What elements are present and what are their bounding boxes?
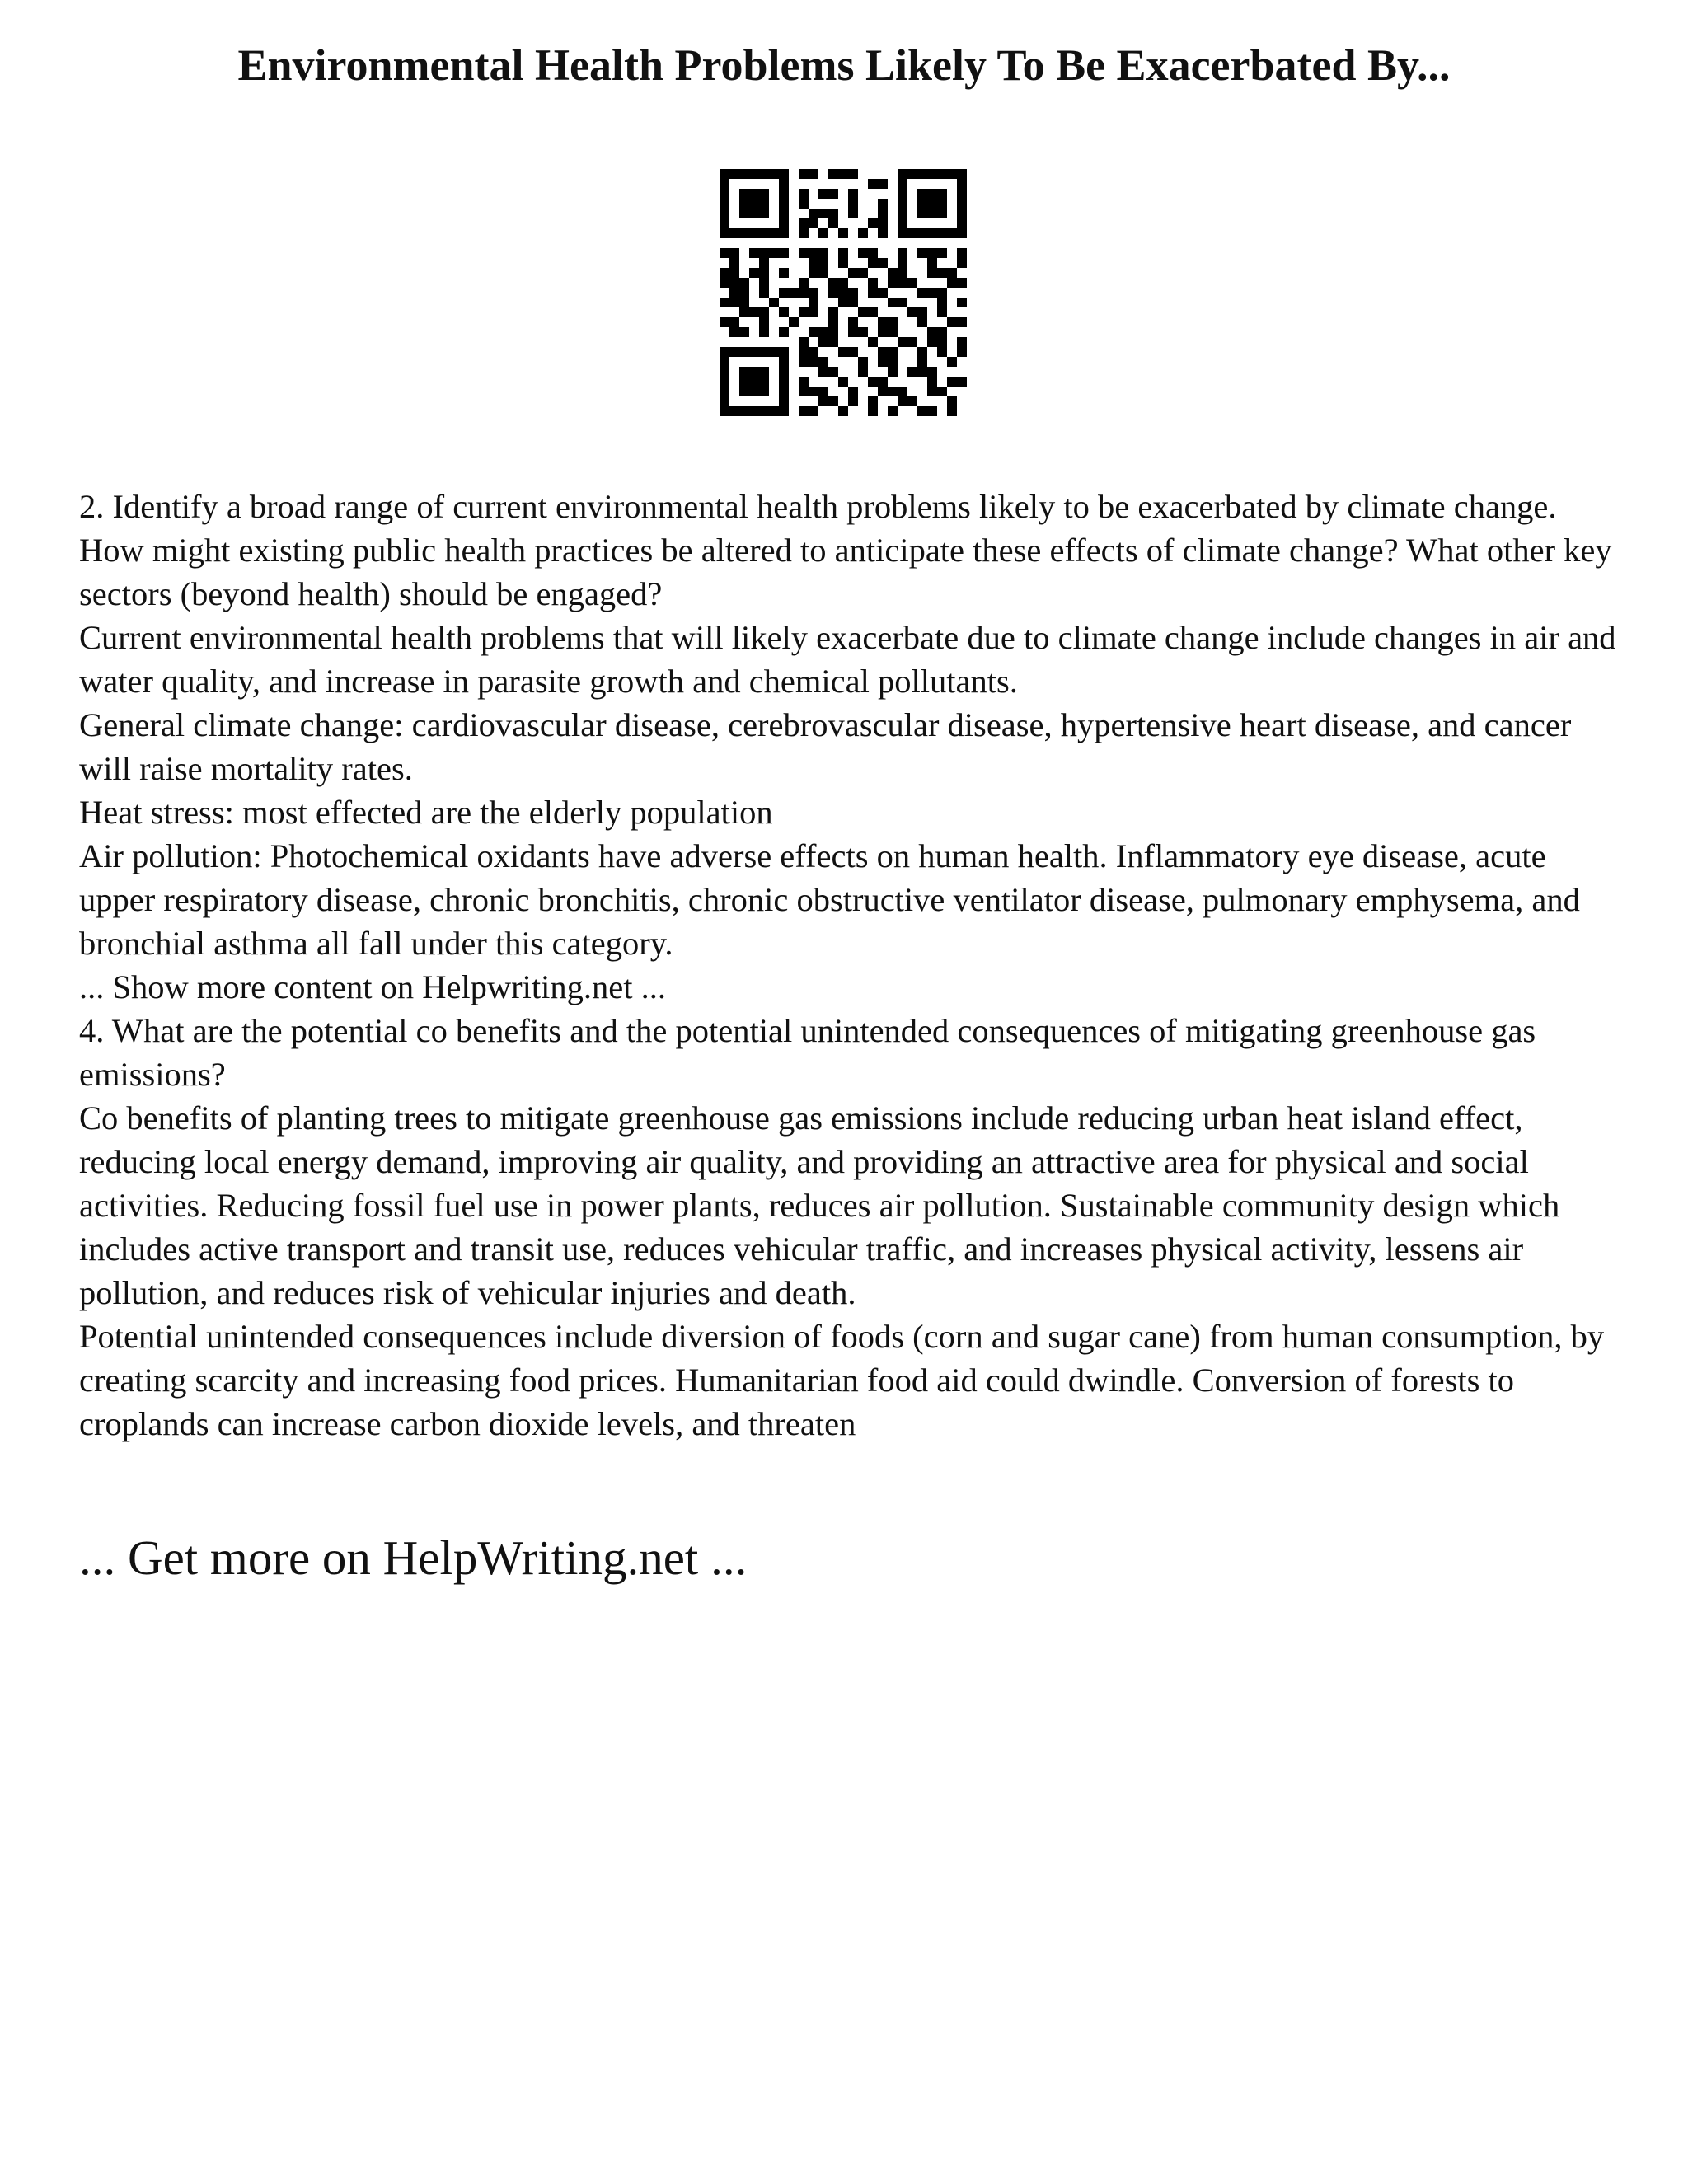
article-body bbox=[79, 485, 1629, 1446]
paragraph-current-problems: Current environmental health problems that will likely exacerbate due to climate change include changes in air and water quality, and increase in parasite growth and chemical pollutants. bbox=[79, 619, 1616, 700]
get-more-link[interactable]: ... Get more on HelpWriting.net ... bbox=[79, 1530, 748, 1585]
paragraph-question-2: 2. Identify a broad range of current environmental health problems likely to be exacerbated by climate change. How might existing public health practices be altered to anticipate these effects of climate change? What other key sectors (beyond health) should be engaged? bbox=[79, 488, 1612, 612]
paragraph-question-4: 4. What are the potential co benefits and the potential unintended consequences of mitigating greenhouse gas emissions? bbox=[79, 1012, 1536, 1093]
paragraph-air-pollution: Air pollution: Photochemical oxidants have adverse effects on human health. Inflammatory eye disease, acute upper respiratory disease, chronic bronchitis, chronic obstructive ventilator disease, pulmonary emphysema, and bronchial asthma all fall under this category. bbox=[79, 837, 1580, 962]
paragraph-heat-stress: Heat stress: most effected are the elderly population bbox=[79, 794, 773, 831]
paragraph-co-benefits: Co benefits of planting trees to mitigate greenhouse gas emissions include reducing urban heat island effect, reducing local energy demand, improving air quality, and providing an attractive area for physical and social activities. Reducing fossil fuel use in power plants, reduces air pollution. Sustainable community design which includes active transport and transit use, reduces vehicular traffic, and increases physical activity, lessens air pollution, and reduces risk of vehicular injuries and death. bbox=[79, 1099, 1560, 1311]
qr-code-icon bbox=[720, 169, 967, 416]
page-title: Environmental Health Problems Likely To Be Exacerbated By... bbox=[237, 40, 1451, 90]
show-more-link[interactable]: ... Show more content on Helpwriting.net ... bbox=[79, 968, 667, 1005]
paragraph-general-climate-change: General climate change: cardiovascular disease, cerebrovascular disease, hypertensive heart disease, and cancer will raise mortality rates. bbox=[79, 706, 1572, 787]
paragraph-unintended-consequences: Potential unintended consequences include diversion of foods (corn and sugar cane) from human consumption, by creating scarcity and increasing food prices. Humanitarian food aid could dwindle. Conversion of forests to croplands can increase carbon dioxide levels, and threaten bbox=[79, 1318, 1605, 1442]
